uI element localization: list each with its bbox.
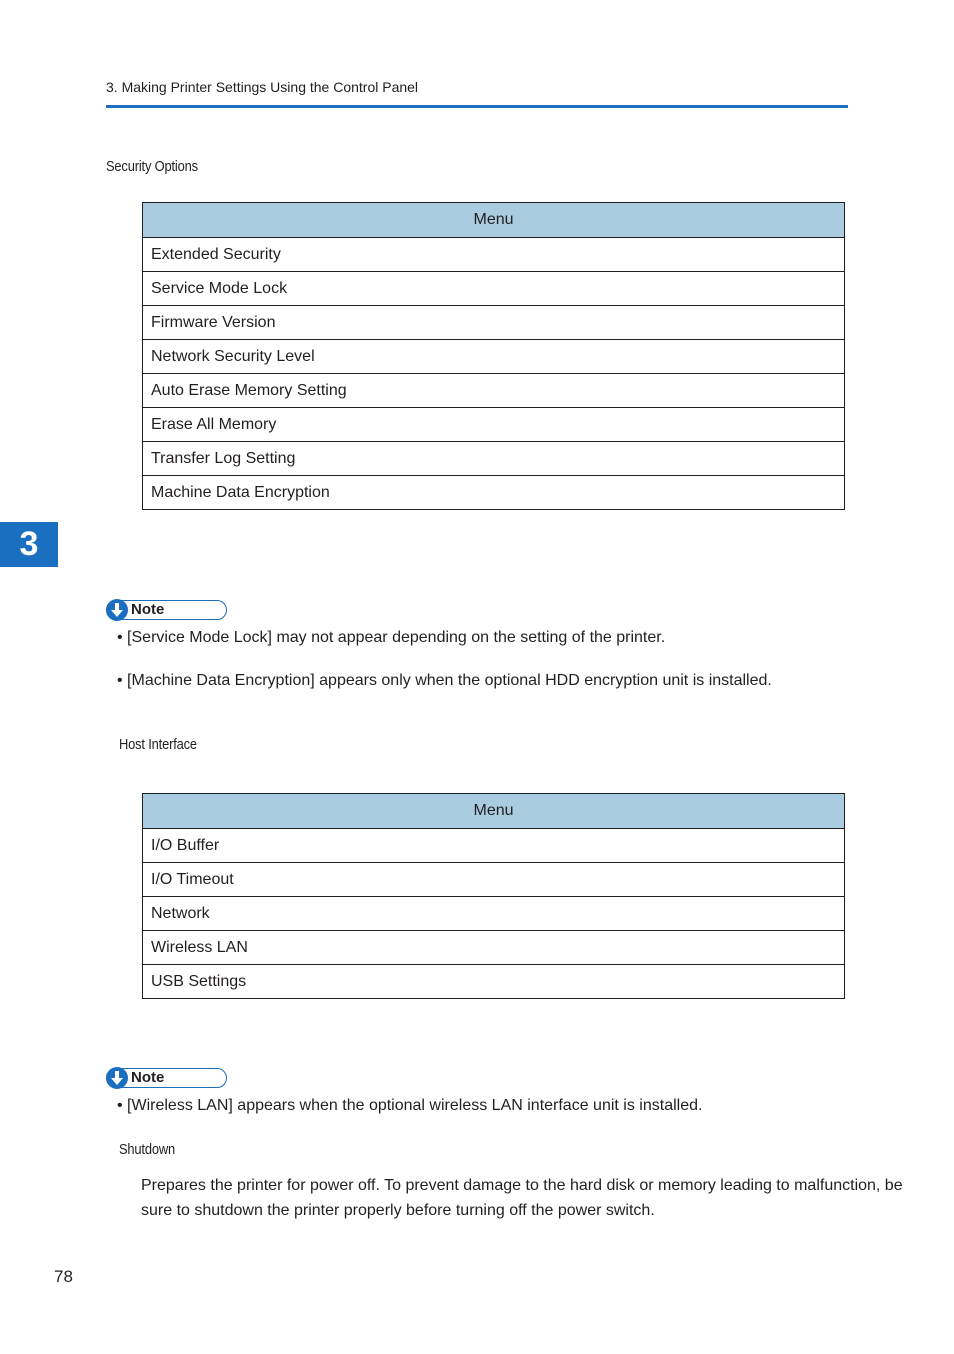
table-cell: Wireless LAN bbox=[143, 931, 845, 965]
table-header: Menu bbox=[143, 794, 845, 829]
note-badge bbox=[106, 1068, 227, 1088]
security-options-heading: Security Options bbox=[106, 158, 198, 175]
security-options-table bbox=[142, 202, 845, 510]
table-row bbox=[143, 931, 845, 965]
table-cell: USB Settings bbox=[143, 965, 845, 999]
shutdown-heading: Shutdown bbox=[119, 1141, 176, 1158]
table-row bbox=[143, 442, 845, 476]
note-badge bbox=[106, 600, 227, 620]
host-interface-heading: Host Interface bbox=[119, 736, 197, 753]
table-cell: I/O Timeout bbox=[143, 863, 845, 897]
table-cell: Machine Data Encryption bbox=[143, 476, 845, 510]
chapter-tab: 3 bbox=[0, 522, 58, 567]
shutdown-description: Prepares the printer for power off. To prevent damage to the hard disk or memory leading to malfunction, be sure to shutdown the printer properly before turning off the power switch. bbox=[141, 1177, 903, 1219]
table-cell: Erase All Memory bbox=[143, 408, 845, 442]
table-cell: Network bbox=[143, 897, 845, 931]
down-arrow-icon bbox=[106, 599, 128, 621]
host-interface-table bbox=[142, 793, 845, 999]
header-rule bbox=[106, 105, 848, 108]
table-row bbox=[143, 897, 845, 931]
note-item: • [Service Mode Lock] may not appear depending on the setting of the printer. bbox=[117, 629, 666, 646]
table-row bbox=[143, 863, 845, 897]
down-arrow-icon bbox=[106, 1067, 128, 1089]
table-cell: Extended Security bbox=[143, 238, 845, 272]
note-item: • [Wireless LAN] appears when the optional wireless LAN interface unit is installed. bbox=[117, 1097, 703, 1114]
table-row bbox=[143, 238, 845, 272]
table-cell: Network Security Level bbox=[143, 340, 845, 374]
table-row bbox=[143, 829, 845, 863]
table-row bbox=[143, 476, 845, 510]
page-number: 78 bbox=[54, 1267, 73, 1286]
table-row bbox=[143, 340, 845, 374]
table-cell: Service Mode Lock bbox=[143, 272, 845, 306]
table-row bbox=[143, 272, 845, 306]
note-label: Note bbox=[131, 601, 165, 618]
running-header: 3. Making Printer Settings Using the Control Panel bbox=[106, 79, 419, 95]
table-cell: Auto Erase Memory Setting bbox=[143, 374, 845, 408]
table-row bbox=[143, 306, 845, 340]
table-header: Menu bbox=[143, 203, 845, 238]
table-cell: Transfer Log Setting bbox=[143, 442, 845, 476]
note-item: • [Machine Data Encryption] appears only when the optional HDD encryption unit is installed. bbox=[117, 672, 772, 689]
table-row bbox=[143, 408, 845, 442]
table-cell: Firmware Version bbox=[143, 306, 845, 340]
table-row bbox=[143, 965, 845, 999]
table-cell: I/O Buffer bbox=[143, 829, 845, 863]
note-label: Note bbox=[131, 1069, 165, 1086]
table-row bbox=[143, 374, 845, 408]
